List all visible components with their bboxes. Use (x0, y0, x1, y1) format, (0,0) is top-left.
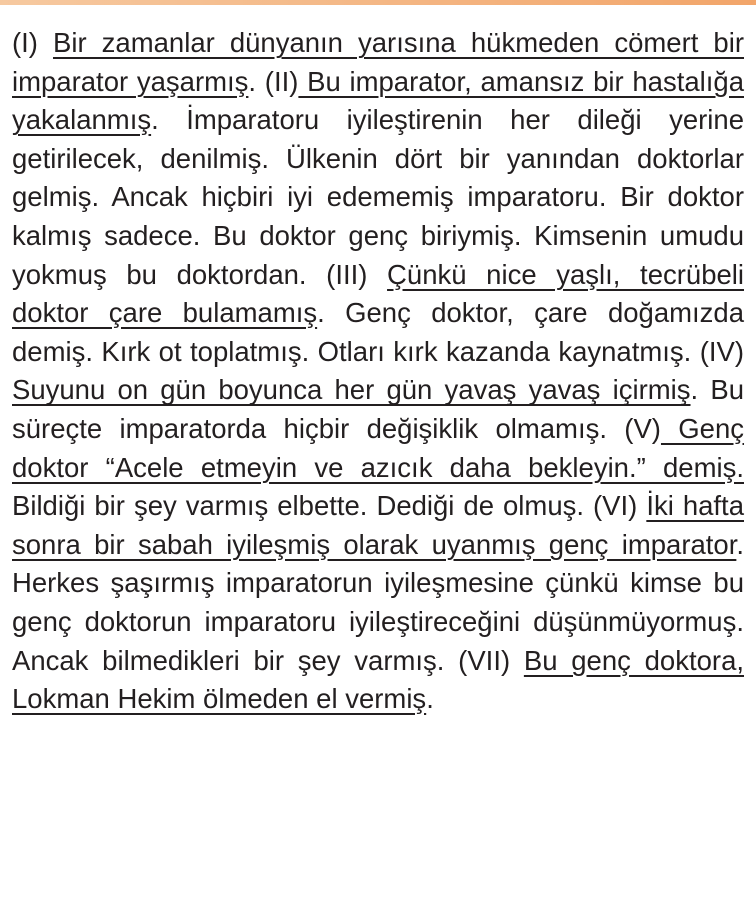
underlined-sentence-7: Bu genç doktora, Lokman Hekim ölmeden el vermiş (12, 644, 744, 715)
passage-segment: . (II) (248, 65, 299, 97)
underlined-sentence-3: Çünkü nice yaşlı, tecrübeli doktor çare bulamamış (12, 258, 744, 329)
passage-segment: . (426, 683, 434, 715)
passage-segment: . Genç doktor, çare doğamızda demiş. Kırk ot toplatmış. Otları kırk kazanda kaynatmış. (IV) (12, 297, 745, 367)
passage-segment: . Herkes şaşırmış imparatorun iyileşmesine çünkü kimse bu genç doktorun imparatoru iyileştireceğini düşünmüyormuş. Ancak bilmedikleri bir şey varmış. (VII) (12, 528, 744, 676)
passage-segment: . Bu süreçte imparatorda hiçbir değişiklik olmamış. (V) (12, 374, 744, 444)
passage-segment: Bildiği bir şey varmış elbette. Dediği de olmuş. (VI) (12, 490, 647, 522)
passage-segment: . İmparatoru iyileştirenin her dileği yerine getirilecek, denilmiş. Ülkenin dört bir yanından doktorlar gelmiş. Ancak hiçbiri iyi edememiş imparatoru. Bir doktor kalmış sadece. Bu doktor genç biriymiş. Kimsenin umudu yokmuş bu doktordan. (III) (12, 104, 744, 290)
passage-segment: (I) (12, 27, 54, 58)
underlined-sentence-2: Bu imparator, amansız bir hastalığa yakalanmış (12, 65, 744, 136)
top-accent-rule (0, 0, 756, 5)
underlined-sentence-6: İki hafta sonra bir sabah iyileşmiş olarak uyanmış genç imparator (12, 490, 744, 560)
story-passage (12, 24, 744, 719)
underlined-sentence-5: Genç doktor “Acele etmeyin ve azıcık daha bekleyin.” demiş. (12, 412, 745, 483)
underlined-sentence-1: Bir zamanlar dünyanın yarısına hükmeden cömert bir imparator yaşarmış (12, 27, 744, 97)
underlined-sentence-4: Suyunu on gün boyunca her gün yavaş yavaş içirmiş (12, 374, 691, 406)
